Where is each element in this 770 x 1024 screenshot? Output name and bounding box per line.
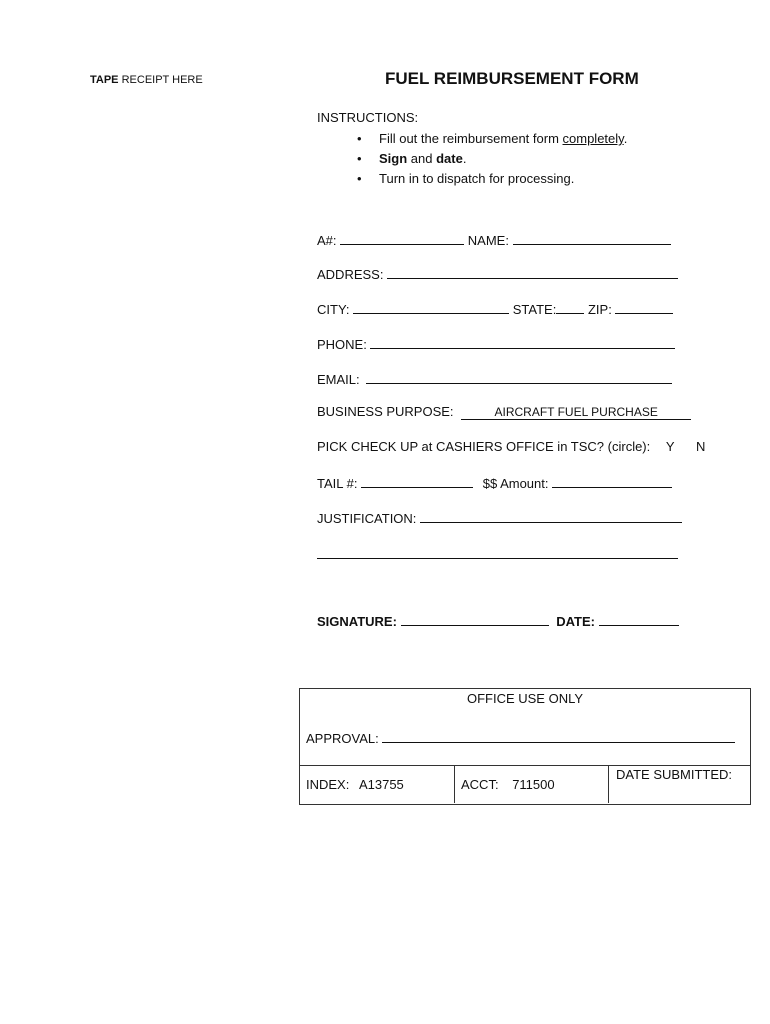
zip-field[interactable] <box>615 300 673 314</box>
business-purpose-label: BUSINESS PURPOSE: <box>317 404 454 419</box>
amount-field[interactable] <box>552 474 672 488</box>
row-city-state-zip <box>317 300 673 317</box>
bullet-3: • <box>357 171 362 186</box>
instruction-1 <box>379 131 627 146</box>
tape-receipt-label <box>90 74 203 86</box>
name-label: NAME: <box>467 233 509 248</box>
a-number-field[interactable] <box>340 231 464 245</box>
email-label: EMAIL: <box>317 372 360 387</box>
business-purpose-field[interactable]: AIRCRAFT FUEL PURCHASE <box>461 405 691 420</box>
phone-label: PHONE: <box>317 337 367 352</box>
state-field[interactable] <box>556 300 584 314</box>
acct-label: ACCT: <box>461 777 499 792</box>
tail-field[interactable] <box>361 474 473 488</box>
address-label: ADDRESS: <box>317 267 384 282</box>
index-value: A13755 <box>358 777 404 792</box>
row-phone <box>317 335 675 352</box>
state-label: STATE: <box>512 302 557 317</box>
instruction-2-post: . <box>462 151 467 166</box>
date-submitted-label: DATE SUBMITTED: <box>616 767 733 782</box>
instruction-1-post: . <box>623 131 628 146</box>
justification-label: JUSTIFICATION: <box>317 511 417 526</box>
approval-label: APPROVAL: <box>306 731 379 746</box>
index-cell <box>306 777 404 792</box>
signature-field[interactable] <box>401 612 549 626</box>
row-tail-amount <box>317 474 672 491</box>
instruction-1-underlined: completely <box>562 131 624 146</box>
row-email <box>317 370 672 387</box>
bullet-2: • <box>357 151 362 166</box>
tape-rest: RECEIPT HERE <box>121 74 203 86</box>
signature-label: SIGNATURE: <box>317 614 397 629</box>
instruction-2-and: and <box>407 151 437 166</box>
instruction-2-date: date <box>436 151 463 166</box>
office-box-divider <box>300 765 750 766</box>
date-label: DATE: <box>556 614 595 629</box>
row-a-name <box>317 231 671 248</box>
row-pick-check <box>317 439 705 454</box>
pick-check-label: PICK CHECK UP at CASHIERS OFFICE in TSC? (circle): <box>317 439 651 454</box>
row-address <box>317 265 678 282</box>
phone-field[interactable] <box>370 335 675 349</box>
option-yes[interactable]: Y <box>665 439 675 454</box>
instruction-2 <box>379 151 466 166</box>
option-no[interactable]: N <box>695 439 706 454</box>
office-box-col-divider-2 <box>608 765 609 803</box>
justification-field[interactable] <box>420 509 682 523</box>
instruction-1-pre: Fill out the reimbursement form <box>379 131 563 146</box>
instructions-heading: INSTRUCTIONS: <box>317 110 419 125</box>
zip-label: ZIP: <box>587 302 612 317</box>
office-box-col-divider-1 <box>454 765 455 803</box>
justification-field-line-2[interactable] <box>317 558 678 559</box>
form-title: FUEL REIMBURSEMENT FORM <box>385 69 639 88</box>
a-number-label: A#: <box>317 233 337 248</box>
name-field[interactable] <box>513 231 671 245</box>
tail-label: TAIL #: <box>317 476 358 491</box>
row-business-purpose <box>317 404 691 420</box>
approval-field[interactable] <box>382 729 735 743</box>
office-use-heading: OFFICE USE ONLY <box>466 691 584 706</box>
instruction-2-sign: Sign <box>379 151 408 166</box>
row-justification <box>317 509 682 526</box>
amount-label: $$ Amount: <box>482 476 549 491</box>
city-field[interactable] <box>353 300 509 314</box>
email-field[interactable] <box>366 370 672 384</box>
date-field[interactable] <box>599 612 679 626</box>
bullet-1: • <box>357 131 362 146</box>
index-label: INDEX: <box>306 777 350 792</box>
approval-row <box>306 729 735 746</box>
instruction-3: Turn in to dispatch for processing. <box>379 171 575 186</box>
address-field[interactable] <box>387 265 678 279</box>
city-label: CITY: <box>317 302 350 317</box>
acct-cell <box>461 777 555 792</box>
acct-value: 711500 <box>512 777 555 792</box>
row-signature-date <box>317 612 679 629</box>
tape-bold: TAPE <box>90 74 119 86</box>
